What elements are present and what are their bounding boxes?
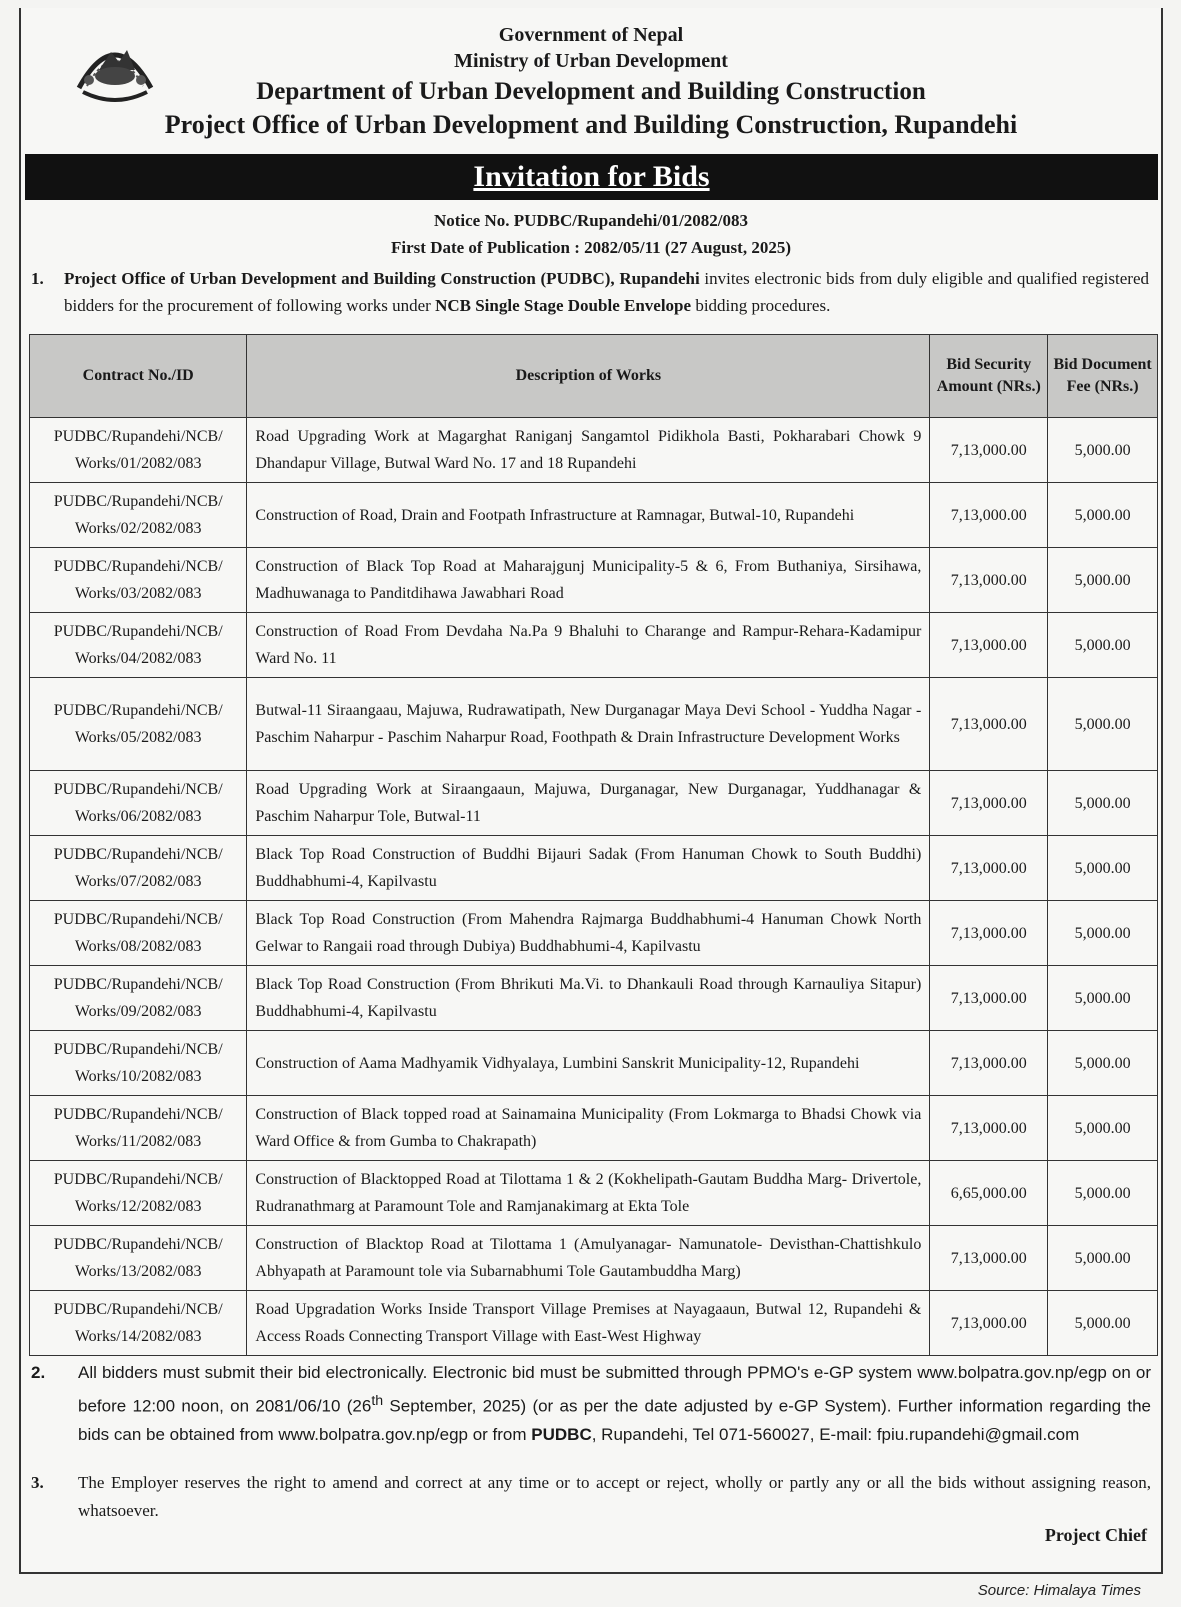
paragraph-number: 3.	[31, 1473, 44, 1492]
header-description: Description of Works	[247, 335, 930, 418]
bid-security-cell: 7,13,000.00	[930, 836, 1048, 901]
document-fee-cell: 5,000.00	[1048, 836, 1158, 901]
bid-security-cell: 7,13,000.00	[930, 901, 1048, 966]
bids-table	[29, 334, 1158, 1356]
table-row	[30, 1291, 1158, 1356]
header-office: Project Office of Urban Development and Building Construction, Rupandehi	[164, 110, 1018, 139]
header-government: Government of Nepal	[498, 24, 684, 46]
banner-title: Invitation for Bids	[473, 160, 710, 193]
contract-id-cell: PUDBC/Rupandehi/NCB/ Works/07/2082/083	[30, 836, 247, 901]
contract-id-cell: PUDBC/Rupandehi/NCB/ Works/05/2082/083	[30, 678, 247, 771]
title-banner	[25, 154, 1158, 200]
description-cell: Construction of Black topped road at Sainamaina Municipality (From Lokmarga to Bhadsi Chowk via Ward Office & from Gumba to Chakrapath)	[247, 1096, 930, 1161]
document-fee-cell: 5,000.00	[1048, 771, 1158, 836]
document-fee-cell: 5,000.00	[1048, 418, 1158, 483]
description-cell: Construction of Aama Madhyamik Vidhyalaya, Lumbini Sanskrit Municipality-12, Rupandehi	[247, 1031, 930, 1096]
document-fee-cell: 5,000.00	[1048, 548, 1158, 613]
paragraph-number: 2.	[31, 1363, 46, 1382]
bid-security-cell: 7,13,000.00	[930, 418, 1048, 483]
description-cell: Butwal-11 Siraangaau, Majuwa, Rudrawatipath, New Durganagar Maya Devi School - Yuddha Nagar - Paschim Naharpur - Paschim Naharpur Road, Foothpath & Drain Infrastructure Development Works	[247, 678, 930, 771]
description-cell: Black Top Road Construction (From Bhrikuti Ma.Vi. to Dhankauli Road through Karnauliya Sitapur) Buddhabhumi-4, Kapilvastu	[247, 966, 930, 1031]
description-cell: Road Upgrading Work at Magarghat Raniganj Sangamtol Pidikhola Basti, Pokharabari Chowk 9 Dhandapur Village, Butwal Ward No. 17 and 18 Rupandehi	[247, 418, 930, 483]
table-row	[30, 678, 1158, 771]
description-cell: Construction of Blacktop Road at Tilottama 1 (Amulyanagar- Namunatole- Devisthan-Chattishkulo Abhyapath at Paramount tole via Subarnabhumi Tole Gautambuddha Marg)	[247, 1226, 930, 1291]
para3-text: The Employer reserves the right to amend and correct at any time or to accept or reject, wholly or partly any or all the bids without assigning reason, whatsoever.	[78, 1473, 1151, 1520]
bid-security-cell: 7,13,000.00	[930, 1291, 1048, 1356]
bid-security-cell: 7,13,000.00	[930, 1031, 1048, 1096]
table-row	[30, 418, 1158, 483]
para2-text-c: , Rupandehi, Tel 071-560027, E-mail: fpiu.rupandehi@gmail.com	[591, 1424, 1080, 1444]
description-cell: Construction of Road From Devdaha Na.Pa 9 Bhaluhi to Charange and Rampur-Rehara-Kadamipur Ward No. 11	[247, 613, 930, 678]
description-cell: Black Top Road Construction (From Mahendra Rajmarga Buddhabhumi-4 Hanuman Chowk North Gelwar to Rangaii road through Dubiya) Buddhabhumi-4, Kapilvastu	[247, 901, 930, 966]
description-cell: Road Upgrading Work at Siraangaaun, Majuwa, Durganagar, New Durganagar, Yuddhanagar & Paschim Naharpur Tole, Butwal-11	[247, 771, 930, 836]
contract-id-cell: PUDBC/Rupandehi/NCB/ Works/04/2082/083	[30, 613, 247, 678]
contract-id-cell: PUDBC/Rupandehi/NCB/ Works/10/2082/083	[30, 1031, 247, 1096]
bid-security-cell: 7,13,000.00	[930, 771, 1048, 836]
notice-number: Notice No. PUDBC/Rupandehi/01/2082/083	[433, 211, 749, 230]
header-security: Bid Security Amount (NRs.)	[930, 335, 1048, 418]
table-body	[30, 418, 1158, 1356]
table-row	[30, 613, 1158, 678]
document-fee-cell: 5,000.00	[1048, 1226, 1158, 1291]
contract-id-cell: PUDBC/Rupandehi/NCB/ Works/14/2082/083	[30, 1291, 247, 1356]
bid-security-cell: 6,65,000.00	[930, 1161, 1048, 1226]
bid-security-cell: 7,13,000.00	[930, 613, 1048, 678]
paragraph-2	[31, 1359, 1151, 1449]
contract-id-cell: PUDBC/Rupandehi/NCB/ Works/13/2082/083	[30, 1226, 247, 1291]
para1-text-b: bidding procedures.	[691, 296, 831, 315]
document-fee-cell: 5,000.00	[1048, 483, 1158, 548]
document-fee-cell: 5,000.00	[1048, 1291, 1158, 1356]
paragraph-3	[31, 1469, 1151, 1525]
notice-page	[19, 8, 1163, 1574]
bid-security-cell: 7,13,000.00	[930, 548, 1048, 613]
table-row	[30, 836, 1158, 901]
para1-bold-method: NCB Single Stage Double Envelope	[435, 296, 692, 315]
document-fee-cell: 5,000.00	[1048, 613, 1158, 678]
header-fee: Bid Document Fee (NRs.)	[1048, 335, 1158, 418]
table-row	[30, 1096, 1158, 1161]
paragraph-1	[31, 265, 1149, 319]
bid-security-cell: 7,13,000.00	[930, 678, 1048, 771]
contract-id-cell: PUDBC/Rupandehi/NCB/ Works/12/2082/083	[30, 1161, 247, 1226]
para2-text-a: All bidders must submit their bid electronically. Electronic bid must be submitted through PPMO's e-GP system www.bolpatra.gov.np/egp on or before 12:00 noon, on 2081/06/10 (26	[78, 1363, 1151, 1416]
contract-id-cell: PUDBC/Rupandehi/NCB/ Works/08/2082/083	[30, 901, 247, 966]
description-cell: Construction of Blacktopped Road at Tilottama 1 & 2 (Kokhelipath-Gautam Buddha Marg- Drivertole, Rudranathmarg at Paramount Tole and Ramjanakimarg at Ekta Tole	[247, 1161, 930, 1226]
table-row	[30, 483, 1158, 548]
header-department: Department of Urban Development and Building Construction	[256, 78, 926, 105]
description-cell: Road Upgradation Works Inside Transport Village Premises at Nayagaaun, Butwal 12, Rupandehi & Access Roads Connecting Transport Village with East-West Highway	[247, 1291, 930, 1356]
table-row	[30, 548, 1158, 613]
description-cell: Black Top Road Construction of Buddhi Bijauri Sadak (From Hanuman Chowk to South Buddhi) Buddhabhumi-4, Kapilvastu	[247, 836, 930, 901]
bid-security-cell: 7,13,000.00	[930, 1226, 1048, 1291]
publication-date: First Date of Publication : 2082/05/11 (27 August, 2025)	[391, 238, 791, 257]
table-row	[30, 1161, 1158, 1226]
description-cell: Construction of Road, Drain and Footpath Infrastructure at Ramnagar, Butwal-10, Rupandehi	[247, 483, 930, 548]
table-row	[30, 1031, 1158, 1096]
contract-id-cell: PUDBC/Rupandehi/NCB/ Works/11/2082/083	[30, 1096, 247, 1161]
bid-security-cell: 7,13,000.00	[930, 1096, 1048, 1161]
contract-id-cell: PUDBC/Rupandehi/NCB/ Works/01/2082/083	[30, 418, 247, 483]
document-fee-cell: 5,000.00	[1048, 1096, 1158, 1161]
document-fee-cell: 5,000.00	[1048, 678, 1158, 771]
table-header-row	[30, 335, 1158, 418]
document-fee-cell: 5,000.00	[1048, 1031, 1158, 1096]
table-row	[30, 901, 1158, 966]
contract-id-cell: PUDBC/Rupandehi/NCB/ Works/02/2082/083	[30, 483, 247, 548]
bid-security-cell: 7,13,000.00	[930, 483, 1048, 548]
para2-bold: PUDBC	[531, 1424, 592, 1444]
document-fee-cell: 5,000.00	[1048, 901, 1158, 966]
table-row	[30, 966, 1158, 1031]
table-row	[30, 771, 1158, 836]
source-credit: Source: Himalaya Times	[977, 1582, 1141, 1599]
document-fee-cell: 5,000.00	[1048, 966, 1158, 1031]
description-cell: Construction of Black Top Road at Maharajgunj Municipality-5 & 6, From Buthaniya, Sirsihawa, Madhuwanaga to Panditdihawa Jawabhari Road	[247, 548, 930, 613]
signature: Project Chief	[1044, 1525, 1147, 1545]
header-contract: Contract No./ID	[30, 335, 247, 418]
para1-bold-lead: Project Office of Urban Development and Building Construction (PUDBC), Rupandehi	[64, 269, 700, 288]
header-ministry: Ministry of Urban Development	[454, 50, 728, 72]
para2-sup: th	[371, 1393, 384, 1409]
para2-text-b: September, 2025) (or as per the date adjusted by e-GP System). Further information regarding the bids can be obtained from www.bolpatra.gov.np/egp or from	[78, 1396, 1151, 1444]
table-row	[30, 1226, 1158, 1291]
contract-id-cell: PUDBC/Rupandehi/NCB/ Works/03/2082/083	[30, 548, 247, 613]
paragraph-number: 1.	[31, 269, 44, 288]
bid-security-cell: 7,13,000.00	[930, 966, 1048, 1031]
contract-id-cell: PUDBC/Rupandehi/NCB/ Works/06/2082/083	[30, 771, 247, 836]
para1-text-a: invites electronic bids from duly eligible and qualified registered bidders for the procurement of following works under	[64, 269, 1149, 315]
contract-id-cell: PUDBC/Rupandehi/NCB/ Works/09/2082/083	[30, 966, 247, 1031]
document-fee-cell: 5,000.00	[1048, 1161, 1158, 1226]
